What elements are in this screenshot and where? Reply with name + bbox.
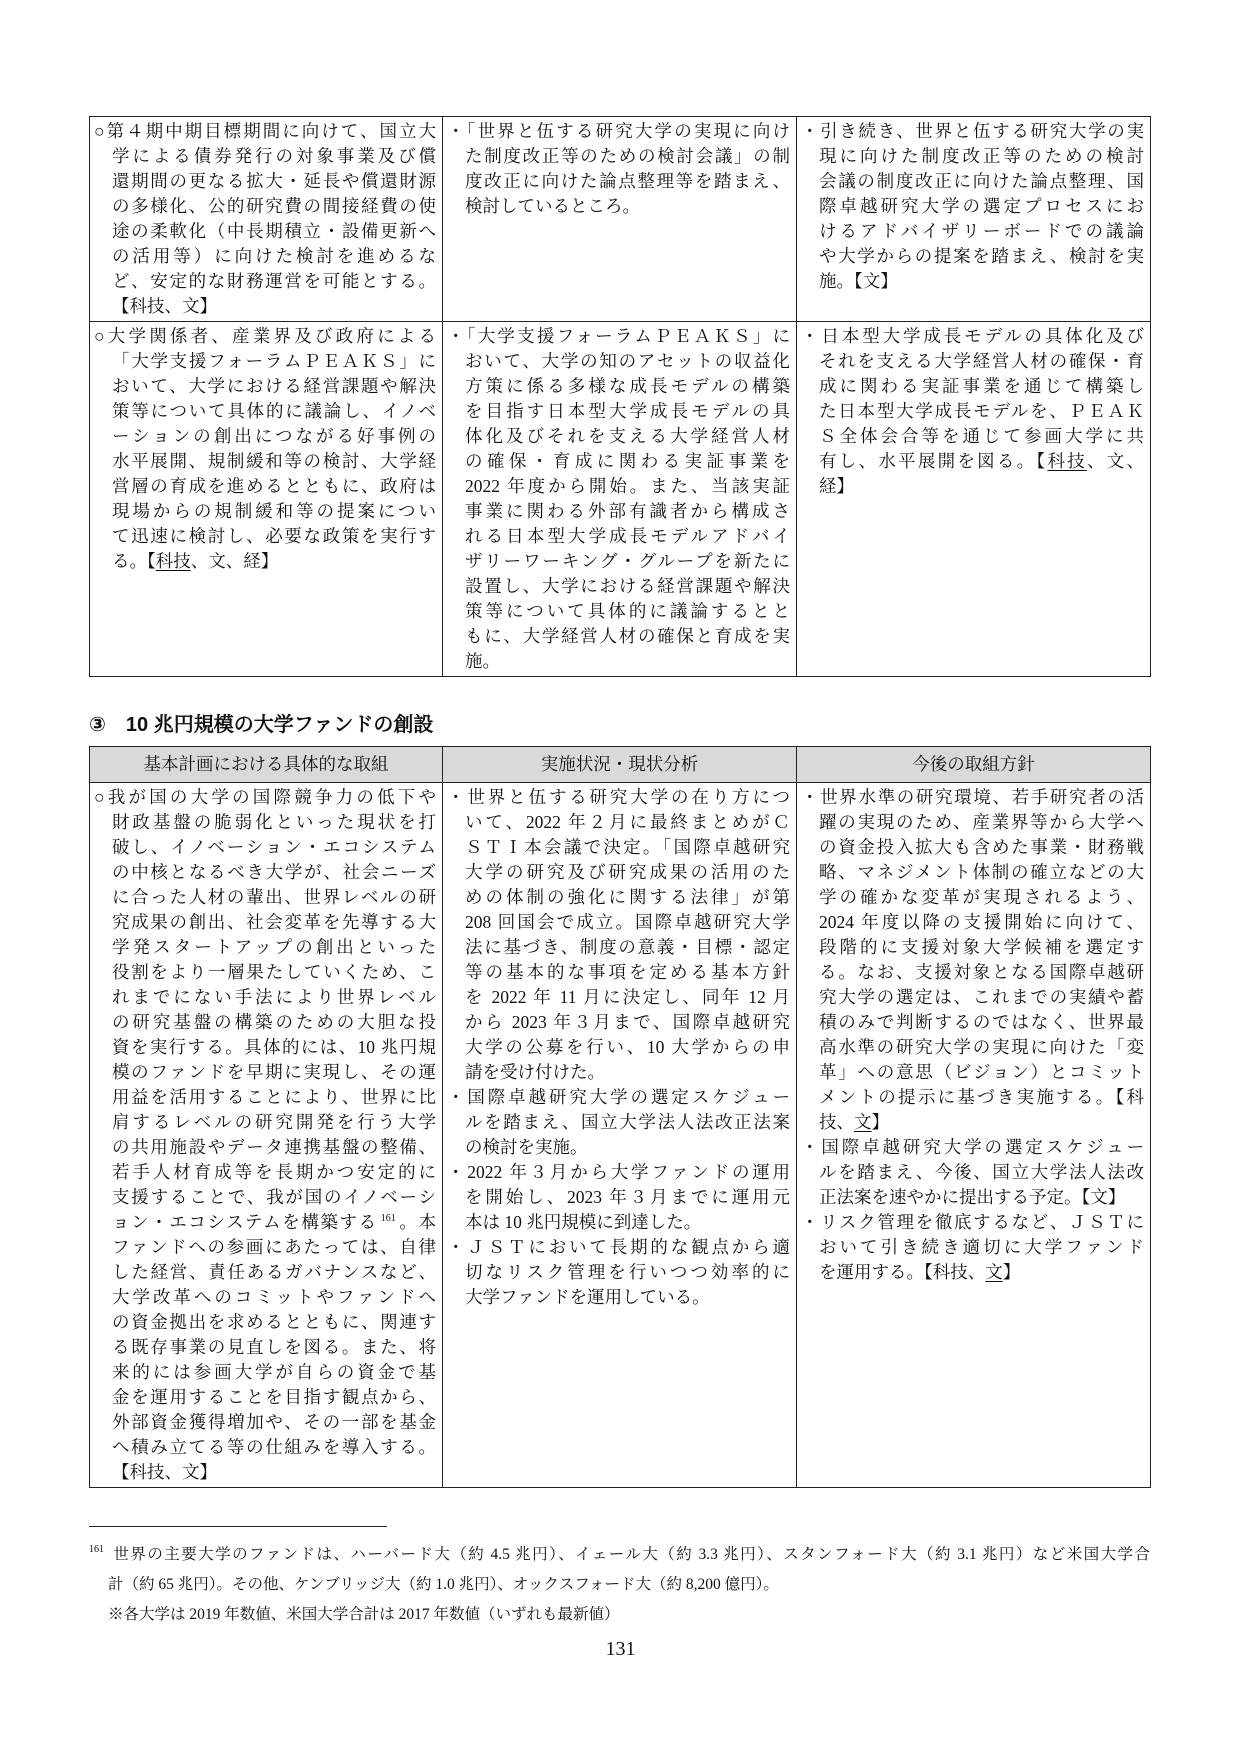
table-row: [90, 117, 1151, 322]
column-header-status-analysis: 実施状況・現状分析: [443, 747, 797, 783]
column-header-planned-measure: 基本計画における具体的な取組: [90, 747, 443, 783]
cell-planned-measure: [90, 322, 443, 677]
text-line: 現場からの規制緩和等の提案につい: [112, 501, 436, 521]
bullet-item: [801, 785, 1144, 1135]
text-line: 究大学の選定は、これまでの実績や蓄: [819, 987, 1144, 1007]
text-segment: 有し、水平展開を図る。【: [819, 451, 1048, 471]
text-line: 経】: [819, 476, 854, 496]
text-line: 大学改革へのコミットやファンドへ: [112, 1287, 436, 1307]
text-line: ○大学関係者、産業界及び政府による: [94, 326, 436, 346]
text-line: て迅速に検討し、必要な政策を実行す: [112, 526, 436, 546]
text-line: ・世界水準の研究環境、若手研究者の活: [801, 787, 1144, 807]
text-line: 設置し、大学における経営課題や解決: [465, 576, 790, 596]
text-line: や大学からの提案を踏まえ、検討を実: [819, 246, 1144, 266]
text-line: ・2022 年３月から大学ファンドの運用: [447, 1162, 790, 1182]
text-line: 現に向けた制度改正等のための検討: [819, 146, 1144, 166]
text-line: 度改正に向けた論点整理等を踏まえ、: [465, 171, 790, 191]
text-line: ・引き続き、世界と伍する研究大学の実: [801, 121, 1144, 141]
text-line: おいて、大学の知のアセットの収益化: [465, 351, 790, 371]
text-line: 外部資金獲得増加や、その一部を基金: [112, 1412, 436, 1432]
underlined-text: 文: [854, 1112, 872, 1132]
text-line: の検討を実施。: [465, 1137, 588, 1157]
text-line: 大学ファンドを運用している。: [465, 1287, 710, 1307]
text-line: 事業に関わる外部有識者から構成さ: [465, 501, 790, 521]
text-line: ・「世界と伍する研究大学の実現に向け: [447, 121, 790, 141]
text-segment: 。本: [397, 1212, 436, 1232]
text-line: ーションの創出につながる好事例の: [112, 426, 436, 446]
text-line: ・ＪＳＴにおいて長期的な観点から適: [447, 1237, 790, 1257]
text-line: ・世界と伍する研究大学の在り方につ: [447, 787, 790, 807]
bullet-item: [801, 1210, 1144, 1285]
text-line: ○第４期中期目標期間に向けて、国立大: [94, 121, 436, 141]
footnote-number: 161: [89, 1544, 104, 1555]
text-line: 方策に係る多様な成長モデルの構築: [465, 376, 790, 396]
text-line: へ積み立てる等の仕組みを導入する。: [112, 1437, 436, 1457]
text-line: 検討しているところ。: [465, 196, 640, 216]
text-line: の確保・育成に関わる実証事業を: [465, 451, 790, 471]
cell-planned-measure: [90, 783, 443, 1488]
text-line: 営層の育成を進めるとともに、政府は: [112, 476, 436, 496]
text-line: 役割をより一層果たしていくため、こ: [112, 962, 436, 982]
cell-status-analysis: [443, 322, 797, 677]
cell-planned-measure: [90, 117, 443, 322]
text-line: 若手人材育成等を長期かつ安定的に: [112, 1162, 436, 1182]
bullet-item: [94, 785, 436, 1485]
bullet-item: [447, 324, 790, 674]
text-line: 2024 年度以降の支援開始に向けて、: [819, 912, 1144, 932]
text-line: 大学の研究及び研究成果の活用のた: [465, 862, 790, 882]
text-line: 請を受け付けた。: [465, 1062, 605, 1082]
text-line: ザリーワーキング・グループを新たに: [465, 551, 790, 571]
text-line: メントの提示に基づき実施する。【科: [819, 1087, 1144, 1107]
text-line: けるアドバイザリーボードでの議論: [819, 221, 1144, 241]
cell-status-analysis: [443, 117, 797, 322]
text-line: もに、大学経営人材の確保と育成を実: [465, 626, 790, 646]
text-line: ・国際卓越研究大学の選定スケジュー: [447, 1087, 790, 1107]
text-line: 体化及びそれを支える大学経営人材: [465, 426, 790, 446]
text-line: いて、2022 年２月に最終まとめがＣ: [465, 812, 790, 832]
text-line: [801, 449, 1144, 474]
footnote-line: 計（約 65 兆円）。その他、ケンブリッジ大（約 1.0 兆円）、オックスフォード大（約 8,200 億円）。: [108, 1576, 779, 1593]
text-line: 正法案を速やかに提出する予定。【文】: [819, 1187, 1126, 1207]
text-line: ・日本型大学成長モデルの具体化及び: [801, 326, 1144, 346]
text-line: 究成果の創出、社会変革を先導する大: [112, 912, 436, 932]
text-line: る既存事業の見直しを図る。また、将: [112, 1337, 436, 1357]
bullet-item: [801, 119, 1144, 294]
text-line: る。なお、支援対象となる国際卓越研: [819, 962, 1144, 982]
text-line: 用益を活用することにより、世界に比: [112, 1087, 436, 1107]
text-line: ＳＴＩ本会議で決定。「国際卓越研究: [465, 837, 790, 857]
text-line: 「大学支援フォーラムＰＥＡＫＳ」に: [112, 351, 436, 371]
text-line: 施。: [465, 651, 500, 671]
text-line: の中核となるべき大学が、社会ニーズ: [112, 862, 436, 882]
text-line: ファンドへの参画にあたっては、自律: [112, 1237, 436, 1257]
text-line: Ｓ全体会合等を通じて参画大学に共: [819, 426, 1144, 446]
text-line: 策等について具体的に議論するとと: [465, 601, 790, 621]
bullet-item: [94, 119, 436, 319]
text-line: 略、マネジメント体制の確立などの大: [819, 862, 1144, 882]
text-line: から 2023 年３月まで、国際卓越研究: [465, 1012, 790, 1032]
text-line: を開始し、2023 年３月までに運用元: [465, 1187, 790, 1207]
fund-measures-table: [89, 746, 1151, 1488]
table-header-row: [90, 747, 1151, 783]
text-line: の活用等）に向けた検討を進めるな: [112, 246, 436, 266]
footnote-ref: 161: [380, 1213, 396, 1224]
text-line: ルを踏まえ、国立大学法人法改正法案: [465, 1112, 790, 1132]
text-line: 成に関わる実証事業を通じて構築し: [819, 376, 1144, 396]
text-line: 積のみで判断するのではなく、世界最: [819, 1012, 1144, 1032]
bullet-item: [447, 1235, 790, 1310]
text-line: ど、安定的な財務運営を可能とする。: [112, 271, 436, 291]
cell-future-policy: [797, 783, 1151, 1488]
text-line: 金を運用することを目指す観点から、: [112, 1387, 436, 1407]
bullet-item: [801, 1135, 1144, 1210]
text-line: 段階的に支援対象大学候補を選定す: [819, 937, 1144, 957]
text-line: 還期間の更なる拡大・延長や償還財源: [112, 171, 436, 191]
footnote-text: 世界の主要大学のファンドは、ハーバード大（約 4.5 兆円）、イェール大（約 3.3 兆円）、スタンフォード大（約 3.1 兆円）など米国大学合: [112, 1546, 1150, 1563]
table-row: [90, 783, 1151, 1488]
text-line: 高水準の研究大学の実現に向けた「変: [819, 1037, 1144, 1057]
text-line: ・国際卓越研究大学の選定スケジュー: [801, 1137, 1144, 1157]
text-line: 208 回国会で成立。国際卓越研究大学: [465, 912, 790, 932]
text-line: 革」への意思（ビジョン）とコミット: [819, 1062, 1144, 1082]
text-line: 大学の公募を行い、10 大学からの申: [465, 1037, 790, 1057]
footnote-note: ※各大学は 2019 年数値、米国大学合計は 2017 年数値（いずれも最新値）: [108, 1606, 620, 1623]
footnote-separator: [89, 1526, 387, 1527]
section-heading: ③ 10 兆円規模の大学ファンドの創設: [89, 714, 434, 736]
text-line: 学発スタートアップの創出といった: [112, 937, 436, 957]
text-line: を 2022 年 11 月に決定し、同年 12 月: [465, 987, 790, 1007]
text-segment: 技、: [819, 1112, 854, 1132]
bullet-item: [801, 324, 1144, 499]
underlined-text: 科技: [155, 551, 191, 571]
text-line: 法に基づき、制度の意義・目標・認定: [465, 937, 790, 957]
cell-status-analysis: [443, 783, 797, 1488]
text-line: 躍の実現のため、産業界等から大学へ: [819, 812, 1144, 832]
text-line: れる日本型大学成長モデルアドバイ: [465, 526, 790, 546]
footnote: [89, 1540, 1150, 1630]
bullet-item: [94, 324, 436, 574]
text-line: 途の柔軟化（中長期積立・設備更新へ: [112, 221, 436, 241]
text-line: 資を実行する。具体的には、10 兆円規: [112, 1037, 436, 1057]
text-line: おいて引き続き適切に大学ファンド: [819, 1237, 1144, 1257]
bullet-item: [447, 119, 790, 219]
text-line: に合った人材の輩出、世界レベルの研: [112, 887, 436, 907]
footnote-line: [89, 1540, 1150, 1570]
text-line: 切なリスク管理を行いつつ効率的に: [465, 1262, 790, 1282]
text-line: [801, 1110, 1144, 1135]
text-line: 策等について具体的に議論し、イノベ: [112, 401, 436, 421]
text-line: た制度改正等のための検討会議」の制: [465, 146, 790, 166]
cell-future-policy: [797, 322, 1151, 677]
table-row: [90, 322, 1151, 677]
text-line: ルを踏まえ、今後、国立大学法人法改: [819, 1162, 1144, 1182]
text-line: ・「大学支援フォーラムＰＥＡＫＳ」に: [447, 326, 790, 346]
column-header-future-policy: 今後の取組方針: [797, 747, 1151, 783]
text-line: 来的には参画大学が自らの資金で基: [112, 1362, 436, 1382]
text-line: た日本型大学成長モデルを、ＰＥＡＫ: [819, 401, 1144, 421]
measures-table-continued: [89, 116, 1151, 677]
text-line: おいて、大学における経営課題や解決: [112, 376, 436, 396]
text-segment: る。【: [112, 551, 156, 571]
cell-future-policy: [797, 117, 1151, 322]
text-line: 【科技、文】: [112, 296, 217, 316]
text-line: を目指す日本型大学成長モデルの具: [465, 401, 790, 421]
text-line: 財政基盤の脆弱化といった現状を打: [112, 812, 436, 832]
underlined-text: 科技: [1047, 451, 1087, 471]
text-line: 【科技、文】: [112, 1462, 217, 1482]
text-line: 2022 年度から開始。また、当該実証: [465, 476, 790, 496]
text-line: 会議の制度改正に向けた論点整理、国: [819, 171, 1144, 191]
text-line: それを支える大学経営人材の確保・育: [819, 351, 1144, 371]
text-segment: を運用する。【科技、: [819, 1262, 986, 1282]
text-line: れまでにない手法により世界レベル: [112, 987, 436, 1007]
text-line: [94, 549, 436, 574]
text-line: 学の確かな変革が実現されるよう、: [819, 887, 1144, 907]
text-line: 本は 10 兆円規模に到達した。: [465, 1212, 702, 1232]
text-line: の共用施設やデータ連携基盤の整備、: [112, 1137, 436, 1157]
text-line: 模のファンドを早期に実現し、その運: [112, 1062, 436, 1082]
bullet-item: [447, 1160, 790, 1235]
bullet-item: [447, 785, 790, 1085]
text-segment: 、文、: [1086, 451, 1144, 471]
text-line: した経営、責任あるガバナンスなど、: [112, 1262, 436, 1282]
text-line: の多様化、公的研究費の間接経費の使: [112, 196, 436, 216]
page-number: 131: [605, 1638, 636, 1660]
text-line: 等の基本的な事項を定める基本方針: [465, 962, 790, 982]
text-line: の資金投入拡大も含めた事業・財務戦: [819, 837, 1144, 857]
text-line: 施。【文】: [819, 271, 898, 291]
text-line: めの体制の強化に関する法律」が第: [465, 887, 790, 907]
text-line: 破し、イノベーション・エコシステム: [112, 837, 436, 857]
text-line: ○我が国の大学の国際競争力の低下や: [94, 787, 436, 807]
text-line: [94, 1210, 436, 1235]
text-line: 学による債券発行の対象事業及び償: [112, 146, 436, 166]
text-line: 肩するレベルの研究開発を行う大学: [112, 1112, 436, 1132]
text-segment: 、文、経】: [190, 551, 279, 571]
text-segment: 】: [871, 1112, 889, 1132]
text-segment: 】: [1002, 1262, 1021, 1282]
text-line: の資金拠出を求めるとともに、関連す: [112, 1312, 436, 1332]
text-line: 支援することで、我が国のイノベーシ: [112, 1187, 436, 1207]
text-line: の研究基盤の構築のための大胆な投: [112, 1012, 436, 1032]
text-line: ・リスク管理を徹底するなど、ＪＳＴに: [801, 1212, 1144, 1232]
underlined-text: 文: [985, 1262, 1003, 1282]
bullet-item: [447, 1085, 790, 1160]
text-segment: ョン・エコシステムを構築する: [112, 1212, 378, 1232]
text-line: 水平展開、規制緩和等の検討、大学経: [112, 451, 436, 471]
text-line: [801, 1260, 1144, 1285]
text-line: 際卓越研究大学の選定プロセスにお: [819, 196, 1144, 216]
